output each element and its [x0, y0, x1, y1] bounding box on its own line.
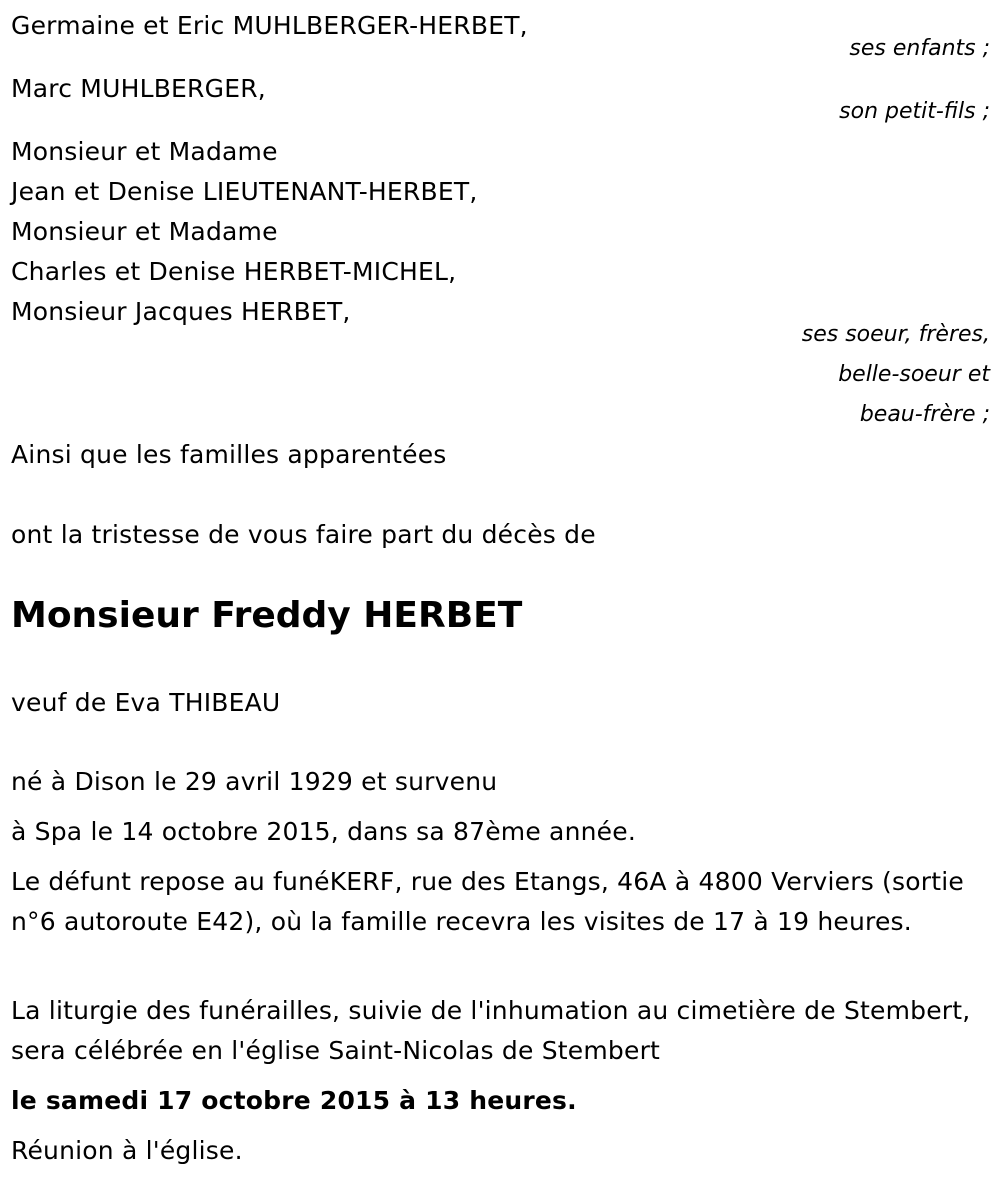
announcement-intro: ont la tristesse de vous faire part du décès de [11, 520, 596, 549]
rest-place-paragraph: Le défunt repose au funéKERF, rue des Etangs, 46A à 4800 Verviers (sortie n°6 autoroute E42), où la famille recevra les visites de 17 à 19 heures. [11, 867, 964, 936]
role-siblings-2: belle-soeur et [838, 362, 990, 387]
family-line-couple-1-title: Monsieur et Madame [11, 137, 278, 166]
role-siblings-1: ses soeur, frères, [801, 322, 990, 347]
funeral-date: le samedi 17 octobre 2015 à 13 heures. [11, 1086, 577, 1115]
meeting-place: Réunion à l'église. [11, 1136, 243, 1165]
family-line-couple-2-names: Charles et Denise HERBET-MICHEL, [11, 257, 457, 286]
role-grandson: son petit-fils ; [839, 99, 990, 124]
family-line-couple-2-title: Monsieur et Madame [11, 217, 278, 246]
family-line-couple-1-names: Jean et Denise LIEUTENANT-HERBET, [11, 177, 478, 206]
role-siblings-3: beau-frère ; [859, 402, 990, 427]
family-line-grandson: Marc MUHLBERGER, [11, 74, 266, 103]
family-line-relatives: Ainsi que les familles apparentées [11, 440, 447, 469]
liturgy-paragraph: La liturgie des funérailles, suivie de l'inhumation au cimetière de Stembert, sera célébrée en l'église Saint-Nicolas de Stembert [11, 996, 971, 1065]
widow-of: veuf de Eva THIBEAU [11, 688, 281, 717]
deceased-name: Monsieur Freddy HERBET [11, 595, 523, 636]
family-line-brother: Monsieur Jacques HERBET, [11, 297, 351, 326]
death-line: à Spa le 14 octobre 2015, dans sa 87ème année. [11, 817, 636, 846]
birth-line: né à Dison le 29 avril 1929 et survenu [11, 767, 498, 796]
family-line-children: Germaine et Eric MUHLBERGER-HERBET, [11, 11, 528, 40]
role-children: ses enfants ; [849, 36, 990, 61]
